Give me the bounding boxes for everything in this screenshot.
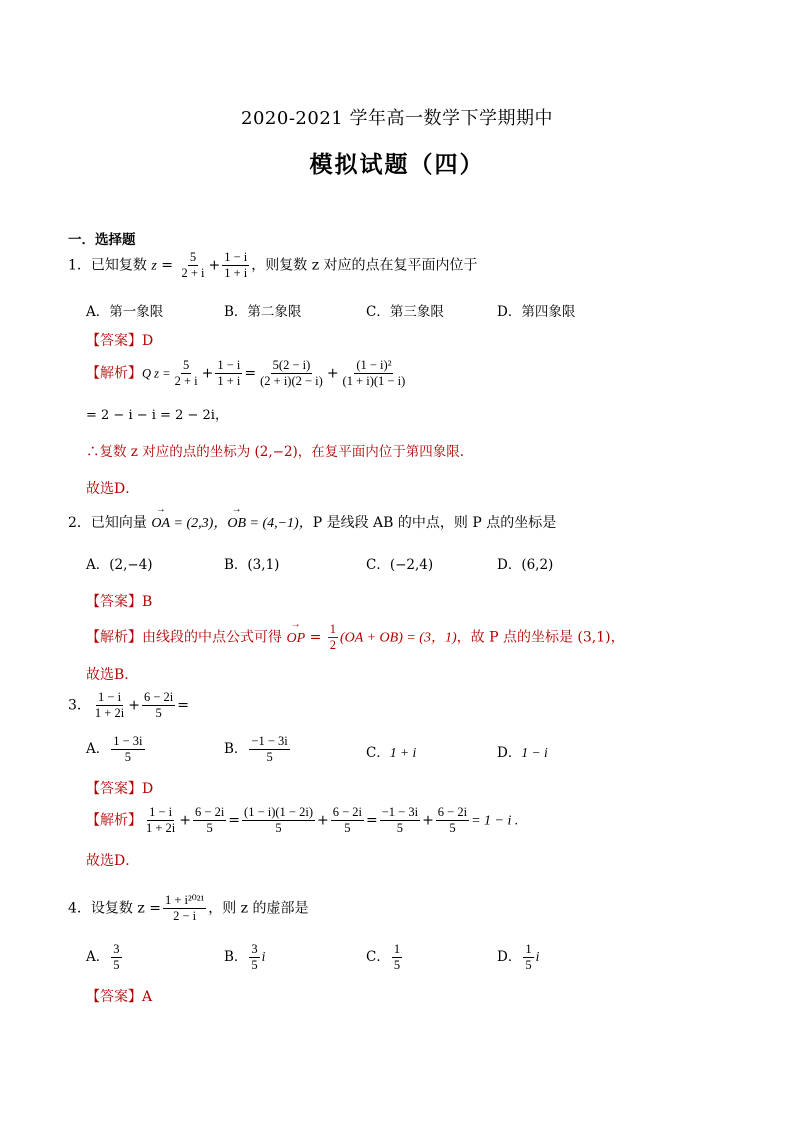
fraction-numerator: 1 − 3i [113, 734, 143, 748]
fraction-numerator: 1 + i²⁰²¹ [164, 893, 205, 907]
fraction-denominator: 5 [266, 750, 273, 764]
question-1-conclusion: 故选D． [86, 481, 140, 497]
answer-value: B [142, 594, 153, 610]
fraction-numerator: 3 [251, 942, 258, 956]
analysis-label: 【解析】 [86, 629, 142, 646]
option-letter: D． [497, 745, 522, 761]
question-2-conclusion: 故选B． [86, 667, 139, 683]
question-1-stem [68, 250, 478, 281]
equals: = [156, 257, 178, 274]
fraction-denominator: 5 [396, 821, 404, 835]
stem-text: 已知向量 [90, 515, 152, 531]
fraction [111, 942, 121, 973]
fraction-numerator: 1 − i [217, 358, 241, 372]
fraction-numerator: 1 − i [224, 250, 248, 264]
fraction-numerator: 5 [189, 250, 197, 264]
fraction-numerator: −1 − 3i [251, 734, 288, 748]
question-3-stem [68, 690, 189, 721]
question-3-analysis [86, 805, 518, 836]
fraction [144, 805, 177, 836]
fraction [249, 734, 289, 765]
fraction-numerator: 5(2 − i) [272, 358, 311, 372]
question-2-option-d: D．(6,2) [497, 557, 554, 573]
option-letter: B． [224, 949, 248, 965]
fraction-denominator: 5 [449, 821, 456, 835]
fraction [111, 734, 144, 765]
fraction [93, 690, 126, 721]
fraction-denominator: 1 + 2i [146, 821, 176, 835]
equals: = [305, 629, 326, 646]
plus-sign: + [208, 257, 221, 274]
vector-oa: → OA [151, 516, 170, 532]
vector-value: = (2,3)， [170, 516, 228, 531]
question-1-option-b: B．第二象限 [224, 304, 302, 320]
question-1-answer [86, 330, 153, 350]
fraction-denominator: 2 [329, 638, 337, 652]
fraction-denominator: 1 + 2i [94, 706, 125, 720]
fraction-numerator: 6 − 2i [437, 805, 468, 819]
fraction-numerator: 6 − 2i [332, 805, 362, 819]
question-3-conclusion: 故选D． [86, 853, 140, 869]
solution-text: Q z = [142, 366, 171, 381]
var-z: z [151, 258, 157, 274]
equals: = [244, 365, 257, 382]
question-number: 1． [68, 257, 91, 274]
plus-sign: + [316, 812, 329, 829]
fraction-numerator: 1 [393, 942, 401, 956]
option-suffix: i [535, 949, 540, 964]
question-number: 4． [68, 900, 91, 917]
question-number: 3． [68, 697, 91, 714]
question-3-option-c [366, 741, 416, 761]
question-4-option-d [497, 942, 539, 973]
question-3-option-b [224, 734, 292, 765]
fraction-numerator: 1 [329, 622, 337, 636]
fraction [142, 690, 175, 721]
vector-ob: → OB [227, 516, 246, 532]
fraction-denominator: 1 + i [217, 374, 241, 388]
fraction-numerator: 1 − i [149, 805, 173, 819]
fraction-numerator: −1 − 3i [381, 805, 419, 819]
question-3-option-a [86, 734, 147, 765]
question-1-solution-line3: ∴复数 z 对应的点的坐标为 (2,−2)，在复平面内位于第四象限. [86, 444, 465, 460]
fraction [436, 805, 469, 836]
fraction [242, 805, 315, 836]
fraction-denominator: 5 [525, 958, 532, 972]
vector-value: = (4,−1)， [246, 516, 313, 531]
option-letter: D． [497, 949, 522, 965]
fraction-denominator: 2 + i [181, 266, 205, 280]
fraction [173, 358, 200, 389]
plus-sign: + [201, 365, 214, 382]
fraction [523, 942, 533, 973]
option-suffix: i [261, 949, 266, 964]
answer-label: 【答案】 [86, 781, 142, 797]
fraction-denominator: (1 + i)(1 − i) [342, 374, 406, 388]
fraction-denominator: 5 [155, 706, 162, 720]
option-text: 1 − i [521, 745, 548, 760]
solution-result: = 1 − i . [471, 813, 519, 829]
fraction-numerator: 1 − i [98, 690, 122, 704]
fraction-denominator: 1 + i [224, 266, 248, 280]
question-2-option-c: C．(−2,4) [366, 557, 434, 573]
fraction-numerator: 6 − 2i [195, 805, 225, 819]
fraction-numerator: (1 − i)(1 − 2i) [244, 805, 313, 819]
fraction [392, 942, 402, 973]
fraction-numerator: 3 [113, 942, 120, 956]
plus-sign: + [179, 812, 192, 829]
fraction-denominator: 2 + i [174, 374, 198, 388]
answer-label: 【答案】 [86, 333, 142, 349]
fraction-denominator: 5 [251, 958, 258, 972]
fraction-denominator: 2 − i [173, 909, 197, 923]
answer-value: D [142, 333, 154, 349]
plus-sign: + [128, 697, 140, 714]
fraction-numerator: (1 − i)² [356, 358, 392, 372]
fraction-denominator: 5 [206, 821, 213, 835]
fraction-numerator: 6 − 2i [143, 690, 174, 704]
analysis-label: 【解析】 [86, 365, 142, 382]
question-4-option-c [366, 942, 404, 973]
stem-text: ，则复数 z 对应的点在复平面内位于 [251, 257, 478, 274]
option-letter: C． [366, 745, 390, 761]
fraction-denominator: 5 [344, 821, 351, 835]
section-title: 一．选择题 [68, 232, 136, 248]
solution-text: 由线段的中点公式可得 [142, 629, 287, 646]
question-1-option-c: C．第三象限 [366, 304, 444, 320]
solution-text: ，故 P 点的坐标是 (3,1)， [456, 629, 625, 646]
fraction [331, 805, 364, 836]
fraction [215, 358, 242, 389]
option-letter: C． [366, 949, 390, 965]
stem-text: P 是线段 AB 的中点，则 P 点的坐标是 [312, 515, 557, 531]
question-4-stem [68, 893, 309, 924]
fraction [328, 622, 338, 653]
stem-text: ，则 z 的虚部是 [208, 900, 309, 917]
page-title-line1: 2020-2021 学年高一数学下学期期中 [241, 108, 553, 129]
question-4-option-b [224, 942, 265, 973]
fraction-numerator: 5 [182, 358, 190, 372]
question-2-analysis [86, 622, 625, 653]
question-1-analysis [86, 358, 409, 389]
equals: = [366, 812, 378, 829]
fraction-denominator: (2 + i)(2 − i) [260, 374, 323, 388]
fraction [179, 250, 206, 281]
fraction [193, 805, 226, 836]
equals: = [177, 697, 189, 714]
vector-op: → OP [286, 631, 305, 647]
plus-sign: + [326, 365, 339, 382]
fraction-denominator: 5 [124, 750, 132, 764]
question-2-stem [68, 512, 556, 532]
option-letter: B． [224, 741, 248, 757]
fraction [258, 358, 325, 389]
option-text: 1 + i [389, 745, 417, 760]
question-3-option-d [497, 741, 548, 761]
question-2-answer [86, 591, 152, 611]
stem-text: 设复数 z = [90, 900, 161, 917]
fraction [249, 942, 259, 973]
question-2-option-b: B．(3,1) [224, 557, 280, 573]
fraction [341, 358, 408, 389]
question-number: 2． [68, 515, 91, 531]
page-title-line2: 模拟试题（四） [309, 151, 485, 178]
plus-sign: + [422, 812, 434, 829]
solution-expression: (OA + OB) = (3，1) [340, 630, 457, 646]
question-3-answer [86, 778, 153, 798]
fraction-denominator: 5 [113, 958, 120, 972]
question-4-answer [86, 986, 152, 1006]
answer-value: A [142, 989, 153, 1005]
fraction [380, 805, 420, 836]
fraction-numerator: 1 [525, 942, 532, 956]
fraction [163, 893, 206, 924]
analysis-label: 【解析】 [86, 812, 142, 829]
fraction-denominator: 5 [393, 958, 401, 972]
fraction [222, 250, 249, 281]
answer-label: 【答案】 [86, 989, 142, 1005]
answer-value: D [142, 781, 154, 797]
answer-label: 【答案】 [86, 594, 142, 610]
question-1-solution-line2: = 2 − i − i = 2 − 2i， [86, 408, 228, 423]
fraction-denominator: 5 [275, 821, 282, 835]
option-letter: A． [86, 949, 110, 965]
equals: = [228, 812, 241, 829]
stem-text: 已知复数 [90, 257, 152, 274]
question-4-option-a [86, 942, 124, 973]
question-1-option-d: D．第四象限 [497, 304, 576, 320]
question-2-option-a: A．(2,−4) [86, 557, 153, 573]
option-letter: A． [86, 741, 110, 757]
question-1-option-a: A．第一象限 [86, 304, 164, 320]
